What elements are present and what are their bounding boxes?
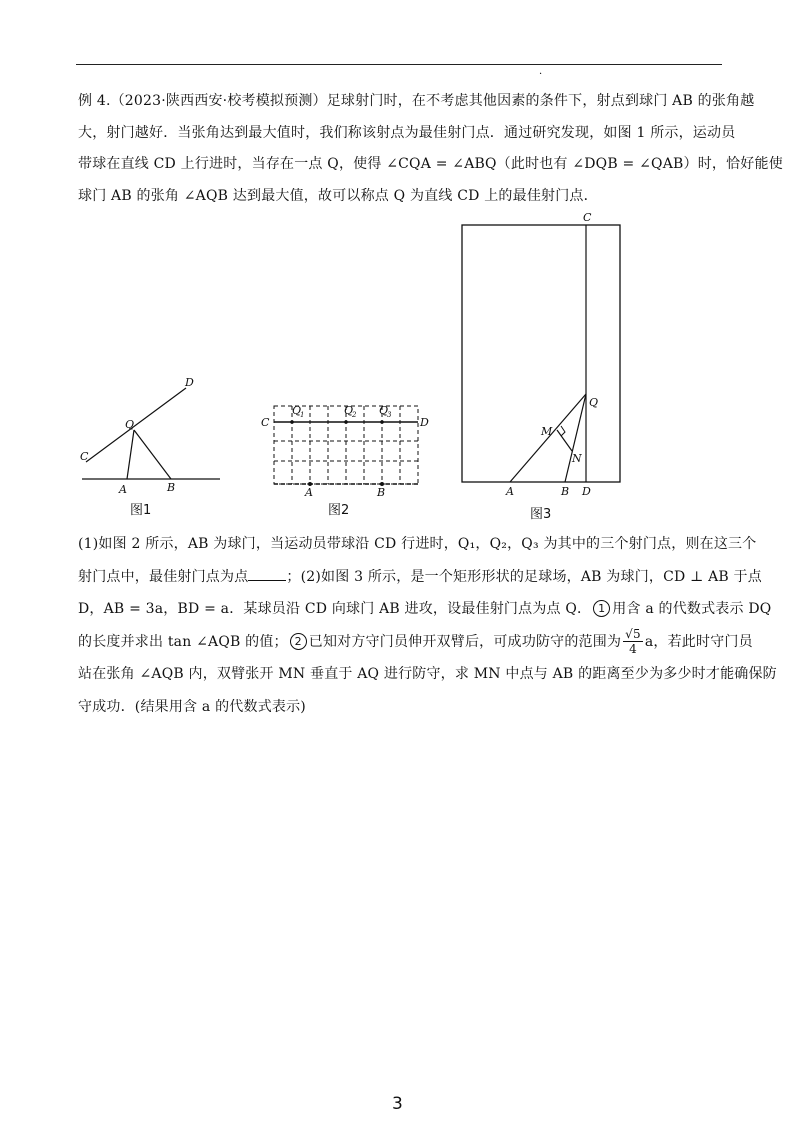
q-line3: D，AB = 3a，BD = a．某球员沿 CD 向球门 AB 进攻，设最佳射门点为点 Q．: [78, 601, 592, 617]
circled-number-1: 1: [593, 600, 610, 617]
fig1-label-q: Q: [125, 418, 135, 431]
fig2-point-q3: [380, 420, 384, 424]
fig2-label-d: D: [420, 416, 429, 429]
fig1-caption: 图1: [130, 503, 152, 518]
fraction-denominator: 4: [629, 642, 637, 656]
fig1-label-a: A: [119, 483, 127, 496]
fig3-label-c: C: [583, 211, 592, 224]
q-line3-b: 用含 a 的代数式表示 DQ: [612, 601, 772, 617]
fig1-label-c: C: [80, 450, 89, 463]
fig3-label-a: A: [506, 485, 514, 498]
fig3-label-q: Q: [589, 396, 599, 409]
q-line2-a: 射门点中，最佳射门点为点: [78, 568, 249, 585]
fig1-label-d: D: [185, 376, 194, 389]
fig3-label-b: B: [561, 485, 570, 498]
fig2-caption: 图2: [328, 503, 350, 518]
fig2-sub-2: 2: [352, 411, 357, 419]
fig3-right-angle: [561, 426, 565, 436]
question-line-6: 守成功．(结果用含 a 的代数式表示): [78, 698, 306, 715]
fig3-segment-qb: [565, 394, 586, 482]
fig2-point-q2: [344, 420, 348, 424]
fig2-label-a: A: [305, 486, 313, 499]
fig3-field-rect: [462, 225, 620, 482]
question-line-5: 站在张角 ∠AQB 内，双臂张开 MN 垂直于 AQ 进行防守，求 MN 中点与 AB 的距离至少为多少时才能确保防: [78, 666, 777, 682]
fig3-caption: 图3: [530, 507, 552, 522]
figure-2: [258, 400, 434, 500]
example-line-3: 带球在直线 CD 上行进时，当存在一点 Q，使得 ∠CQA = ∠ABQ（此时也有 ∠DQB = ∠QAB）时，恰好能使: [78, 156, 783, 172]
question-line-4: [78, 626, 753, 659]
header-rule: [76, 64, 722, 65]
fig1-line-cd: [86, 388, 186, 462]
figure-1: [78, 372, 228, 484]
question-line-1: (1)如图 2 所示，AB 为球门，当运动员带球沿 CD 行进时，Q₁，Q₂，Q₃ 为其中的三个射门点，则在这三个: [78, 536, 757, 552]
fig2-label-q1: Q: [292, 404, 302, 417]
example-line-4: 球门 AB 的张角 ∠AQB 达到最大值，故可以称点 Q 为直线 CD 上的最佳射门点．: [78, 187, 598, 204]
q-line4-b: 已知对方守门员伸开双臂后，可成功防守的范围为: [308, 633, 622, 650]
fig2-point-q1: [290, 420, 294, 424]
fig3-segment-qa: [510, 394, 586, 482]
fig2-sub-3: 3: [387, 411, 392, 419]
q-line2-b: ；(2)如图 3 所示，是一个矩形形状的足球场，AB 为球门，CD ⊥ AB 于点: [286, 568, 762, 585]
fig2-label-b: B: [377, 486, 386, 499]
example-paragraph: [78, 86, 783, 212]
fig2-label-q2: Q: [344, 404, 354, 417]
page-number: 3: [392, 1094, 403, 1114]
fig2-sub-1: 1: [300, 411, 305, 419]
header-dot: ·: [539, 69, 543, 80]
fig2-label-q3: Q: [379, 404, 389, 417]
q-line4-a: 的长度并求出 tan ∠AQB 的值；: [78, 633, 288, 650]
fig3-label-d: D: [582, 485, 591, 498]
fig1-segment-qb: [134, 430, 171, 479]
fraction-sqrt5-over-4: [623, 627, 643, 656]
fig2-dashed-grid: [274, 406, 418, 484]
question-line-2: [78, 561, 762, 594]
fraction-numerator: √5: [625, 627, 641, 641]
figure-1-labels: [78, 478, 228, 498]
fig1-label-b: B: [167, 481, 176, 494]
question-line-3: [78, 593, 772, 626]
example-line-1: 例 4.（2023·陕西西安·校考模拟预测）足球射门时，在不考虑其他因素的条件下，射点到球门 AB 的张角越: [78, 93, 755, 109]
fig3-label-m: M: [541, 425, 553, 438]
q-line4-c: a，若此时守门员: [644, 633, 753, 650]
example-line-2: 大，射门越好．当张角达到最大值时，我们称该射点为最佳射门点．通过研究发现，如图 1 所示，运动员: [78, 124, 736, 141]
figure-3: [455, 208, 631, 498]
circled-number-2: 2: [290, 633, 307, 650]
answer-blank: [248, 568, 286, 581]
fig3-label-n: N: [572, 452, 582, 465]
questions-paragraph: [78, 528, 777, 723]
fig1-segment-qa: [127, 430, 134, 479]
fig2-label-c: C: [261, 416, 270, 429]
